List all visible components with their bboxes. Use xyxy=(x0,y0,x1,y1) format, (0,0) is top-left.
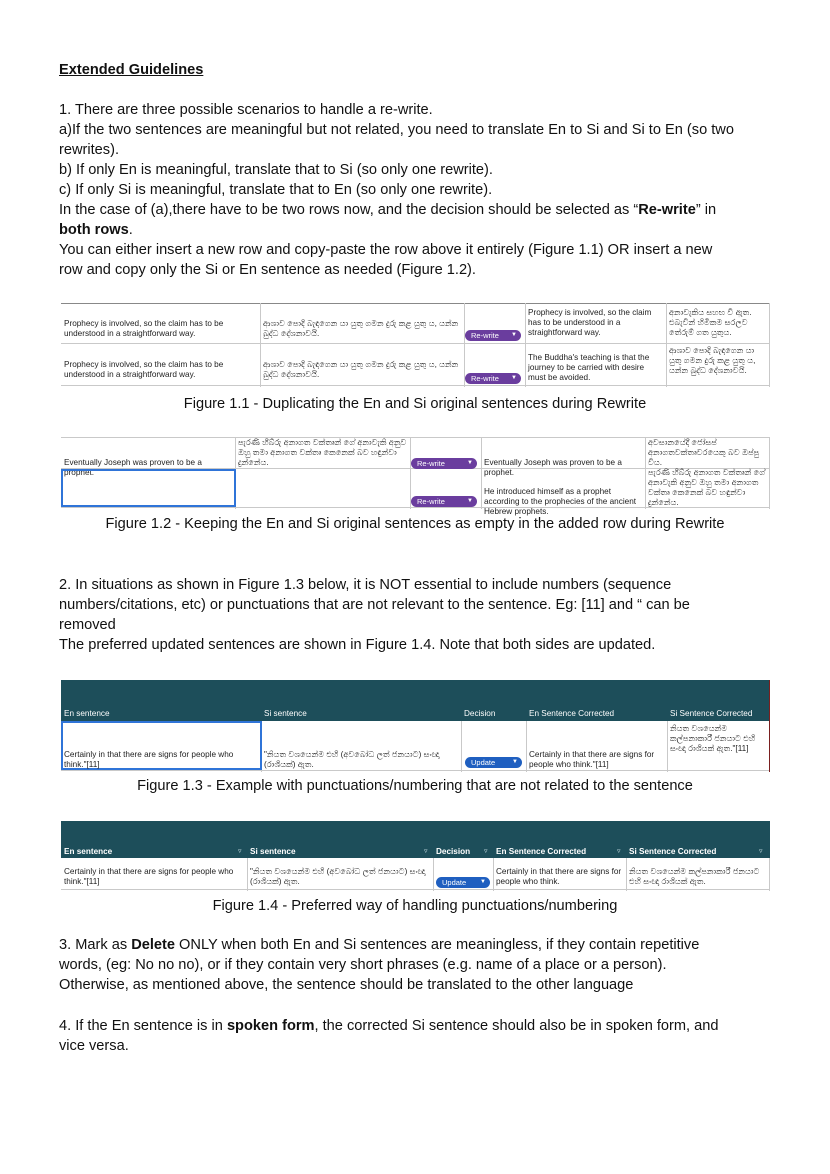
s1-line4: c) If only Si is meaningful, translate that to En (so only one rewrite). xyxy=(59,182,493,198)
fig13-header-en-corrected: En Sentence Corrected xyxy=(529,709,615,718)
fig12-row2-en-corrected: He introduced himself as a prophet according to the prophecies of the ancient Hebrew prophets. xyxy=(484,487,637,516)
fig13-header xyxy=(61,680,770,721)
fig14-row-en-corrected: Certainly in that there are signs for people who think. xyxy=(496,867,622,886)
s2-line2: numbers/citations, etc) or punctuations that are not relevant to the sentence. Eg: [11] and “ can be xyxy=(59,597,690,613)
figure-1-2-table xyxy=(61,437,770,516)
fig13-row-en: Certainly in that there are signs for people who think."[11] xyxy=(64,750,234,769)
section-4 xyxy=(59,1016,774,1056)
s1-line6: both rows. xyxy=(59,222,133,238)
filter-icon[interactable]: ▿ xyxy=(484,848,488,855)
fig11-row1-si: ආශාව පොදි බැඳගෙන යා යුතු ගමන දුරු කළ යුතු ය, යන්න බුද්ධ දේශනාවයි. xyxy=(263,319,459,338)
fig11-row2-si-corrected: ආශාව පොදි බැඳගෙන යා යුතු ගමන දුරු කළ යුතු ය, යන්න බුද්ධ දේශනාවයි. xyxy=(669,346,756,375)
s1-line3: b) If only En is meaningful, translate that to Si (so only one rewrite). xyxy=(59,162,493,178)
fig11-row2-en: Prophecy is involved, so the claim has to be understood in a straightforward way. xyxy=(64,360,224,379)
fig12-row2-si xyxy=(238,471,408,505)
s1-line7b: row and copy only the Si or En sentence as needed (Figure 1.2). xyxy=(59,262,476,278)
fig11-row1-en: Prophecy is involved, so the claim has to be understood in a straightforward way. xyxy=(64,319,224,338)
fig13-row-decision[interactable]: Update ▼ xyxy=(465,757,522,768)
figure-1-4-caption: Figure 1.4 - Preferred way of handling punctuations/numbering xyxy=(212,898,618,914)
s4-line2: vice versa. xyxy=(59,1038,129,1054)
fig14-row-si: "නියත වශයෙන්ම එහි (අවබෝධ ලත් ජනයාට) සංඥා (රාශියක්) ඇත. xyxy=(250,867,426,886)
fig11-row2-si: ආශාව පොදි බැඳගෙන යා යුතු ගමන දුරු කළ යුතු ය, යන්න බුද්ධ දේශනාවයි. xyxy=(263,360,459,379)
fig14-row-en: Certainly in that there are signs for people who think."[11] xyxy=(64,867,234,886)
fig12-row1-en-corrected: Eventually Joseph was proven to be a prophet. xyxy=(484,458,622,477)
fig12-row1-si-corrected: අවසානයේදී ජෝසප් අනාගතවක්තෘවරයෙකු බව ඔප්පු විය. xyxy=(648,438,760,467)
figure-1-1-table xyxy=(61,303,770,387)
fig12-row1-en: Eventually Joseph was proven to be a prophet. xyxy=(64,458,202,477)
filter-icon[interactable]: ▿ xyxy=(759,848,763,855)
figure-1-1-caption: Figure 1.1 - Duplicating the En and Si original sentences during Rewrite xyxy=(183,396,647,412)
s1-line2b: rewrites). xyxy=(59,142,119,158)
fig11-row1-en-corrected: Prophecy is involved, so the claim has to be understood in a straightforward way. xyxy=(528,308,652,337)
filter-icon[interactable]: ▿ xyxy=(617,848,621,855)
s1-line7a: You can either insert a new row and copy-paste the row above it entirely (Figure 1.1) OR insert a new xyxy=(59,242,713,258)
s1-line5: In the case of (a),there have to be two rows now, and the decision should be selected as “Re-write” in xyxy=(59,202,717,218)
chevron-down-icon: ▼ xyxy=(511,375,517,381)
fig12-row2-si-corrected: පැරණි හීබ්රු අනාගත වක්තෘන් ගේ අනාවැකි අනුව ඔහු තමා අනාගත වක්තෘ කෙනෙක් බව හඳුන්වා දුන්නේය. xyxy=(648,468,766,507)
s2-line1: 2. In situations as shown in Figure 1.3 below, it is NOT essential to include numbers (sequence xyxy=(59,577,672,593)
s3-line1: 3. Mark as Delete ONLY when both En and Si sentences are meaningless, if they contain repetitive xyxy=(59,937,700,953)
fig14-row-decision[interactable]: Update ▼ xyxy=(436,877,490,888)
chevron-down-icon: ▼ xyxy=(511,332,517,338)
fig14-header-si: Si sentence xyxy=(250,847,296,856)
section-3 xyxy=(59,935,774,995)
s1-line2a: a)If the two sentences are meaningful but not related, you need to translate En to Si and Si to En (so two xyxy=(59,122,734,138)
figure-1-2-caption: Figure 1.2 - Keeping the En and Si original sentences as empty in the added row during Rewrite xyxy=(105,516,725,532)
section-1 xyxy=(59,100,774,280)
filter-icon[interactable]: ▿ xyxy=(424,848,428,855)
s4-line1: 4. If the En sentence is in spoken form, the corrected Si sentence should also be in spoken form, and xyxy=(59,1018,719,1034)
fig13-row-en-corrected: Certainly in that there are signs for people who think."[11] xyxy=(529,750,655,769)
fig11-row2-en-corrected: The Buddha's teaching is that the journey to be carried with desire must be avoided. xyxy=(528,353,650,382)
fig11-row2-decision[interactable]: Re-write ▼ xyxy=(465,373,521,384)
fig14-row-si-corrected: නියත වශයෙන්ම කල්පනාකාරී ජනයාට එහි සංඥා රාශියක් ඇත. xyxy=(629,867,760,886)
chevron-down-icon: ▼ xyxy=(467,498,473,504)
fig13-row-si-corrected: නියත වශයෙන්ම කල්පනාකාරී ජනයාට එහි සංඥා රාශියක් ඇත."[11] xyxy=(670,724,756,753)
fig12-row2-en-selected[interactable] xyxy=(61,469,236,507)
s3-line3: Otherwise, as mentioned above, the sentence should be translated to the other language xyxy=(59,977,634,993)
chevron-down-icon: ▼ xyxy=(467,460,473,466)
chevron-down-icon: ▼ xyxy=(480,879,486,885)
s3-line2: words, (eg: No no no), or if they contain very short phrases (e.g. name of a place or a person). xyxy=(59,957,667,973)
fig14-header-si-corrected: Si Sentence Corrected xyxy=(629,847,717,856)
figure-1-3-caption: Figure 1.3 - Example with punctuations/numbering that are not related to the sentence xyxy=(137,778,693,794)
fig14-header-en: En sentence xyxy=(64,847,113,856)
figure-1-3-table xyxy=(61,680,770,772)
page-title: Extended Guidelines xyxy=(59,62,204,78)
fig12-row1-decision[interactable]: Re-write ▼ xyxy=(411,458,477,469)
figure-1-4-table xyxy=(61,821,770,891)
fig13-row-si: "නියත වශයෙන්ම එහි (අවබෝධ ලත් ජනයාට) සංඥා (රාශියක්) ඇත. xyxy=(264,750,440,769)
section-2 xyxy=(59,575,774,655)
fig12-row2-decision[interactable]: Re-write ▼ xyxy=(411,496,477,507)
s2-line4: The preferred updated sentences are shown in Figure 1.4. Note that both sides are updated. xyxy=(59,637,656,653)
fig12-row1-si: පැරණි හීබ්රු අනාගත වක්තෘන් ගේ අනාවැකි අනුව ඔහු තමා අනාගත වක්තෘ කෙනෙක් බව හඳුන්වා දුන්නේය. xyxy=(238,438,407,467)
s2-line3: removed xyxy=(59,617,116,633)
filter-icon[interactable]: ▿ xyxy=(238,848,242,855)
fig14-header-en-corrected: En Sentence Corrected xyxy=(496,847,587,856)
fig14-header-decision: Decision xyxy=(436,847,471,856)
s1-line1: 1. There are three possible scenarios to handle a re-write. xyxy=(59,102,433,118)
fig13-header-si: Si sentence xyxy=(264,709,307,718)
fig11-row1-decision[interactable]: Re-write ▼ xyxy=(465,330,521,341)
fig11-row1-si-corrected: අනාවැකිය සහභ වී ඇත. එබැවින් හිමිකම සරලව තේරුම් ගත යුතුය. xyxy=(669,308,752,337)
fig13-header-decision: Decision xyxy=(464,709,496,718)
fig13-header-en: En sentence xyxy=(64,709,110,718)
fig13-header-si-corrected: Si Sentence Corrected xyxy=(670,709,753,718)
chevron-down-icon: ▼ xyxy=(512,759,518,765)
